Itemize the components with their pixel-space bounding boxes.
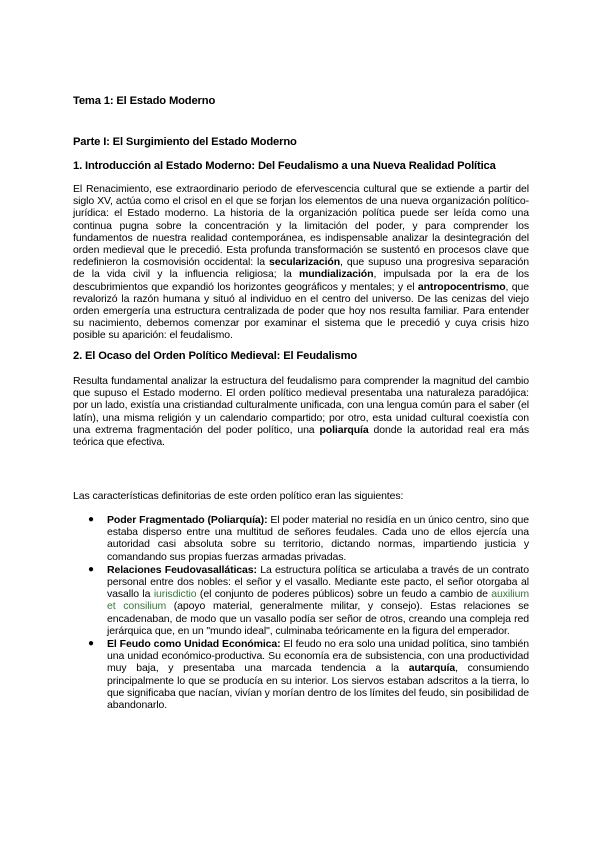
item-text: La estructura política se articulaba a través de un contrato personal entre dos nobles: el señor y el vasallo. Mediante este pacto, el señor otorgaba al vasallo la [107,563,529,601]
item-label: El Feudo como Unidad Económica: [107,638,281,651]
item-text: El poder material no residía en un único centro, sino que estaba disperso entre una multitud de señores feudales. Cada uno de ellos ejercía una autoridad casi absoluta sobre su territorio, dictando normas, impartiendo justicia y comandando sus propias fuerzas armadas privadas. [107,514,529,563]
text-run: El Renacimiento, ese extraordinario periodo de efervescencia cultural que se extiende a partir del siglo XV, actúa como el crisol en el que se forjan los elementos de una nueva organización político-jurídica: el Estado moderno. La historia de la organización política puede ser leída como una continua pugna sobre la concentración y la limitación del poder, y para comprender los fundamentos de nuestra realidad contemporánea, es indispensable analizar la desintegración del orden medieval que le precedió. Esta profunda transformación se sustentó en procesos clave que redefinieron la cosmovisión occidental: la [73,183,529,269]
item-label: Relaciones Feudovasalláticas: [107,563,257,576]
latin-term: iurisdictio [153,588,197,601]
bullet-icon: ● [88,638,94,650]
item-text: (el conjunto de poderes públicos) sobre un feudo a cambio de [196,588,492,601]
section-2-paragraph [73,375,529,448]
latin-term: auxilium et consilium [107,588,530,613]
characteristics-list [73,514,529,712]
item-text: (apoyo material, generalmente militar, y consejo). Estas relaciones se encadenaban, de modo que un vasallo podía ser señor de otros, creando una compleja red jerárquica que, en un "mundo ideal", culminaba teóricamente en la figura del emperador. [107,600,529,637]
key-term: mundialización [298,268,374,281]
item-label: Poder Fragmentado (Poliarquía): [107,514,268,526]
text-run: , que supuso una progresiva separación de la vida civil y la influencia religiosa; la [73,256,529,281]
text-run: donde la autoridad real era más teórica que efectiva. [73,423,529,449]
list-item [73,564,529,637]
text-run: Resulta fundamental analizar la estructura del feudalismo para comprender la magnitud del cambio que supuso el Estado moderno. El orden político medieval presentaba una naturaleza paradójica: por un lado, existía una cristiandad culturalmente unificada, con una lengua común para el saber (el latín), una misma religión y un calendario compartido; por otro, esta unidad cultural coexistía con una extrema fragmentación del poder político, una [73,375,529,436]
section-1-title: 1. Introducción al Estado Moderno: Del Feudalismo a una Nueva Realidad Política [73,160,496,172]
list-item [73,638,529,711]
text-run: , impulsada por la era de los descubrimientos que expandió los horizontes geográficos y mentales; y el [73,268,529,293]
key-term: autarquía [408,662,456,675]
section-1-paragraph [73,183,529,342]
list-intro: Las características definitorias de este orden político eran las siguientes: [73,490,404,502]
text-run: , que revalorizó la razón humana y situó al individuo en el centro del universo. De las cenizas del viejo orden emergería una estructura centralizada de poder que hoy nos resulta familiar. Para entender su nacimiento, debemos comenzar por examinar el sistema que le precedió y cuya crisis hizo posible su aparición: el feudalismo. [73,280,530,342]
bullet-icon: ● [88,563,94,575]
item-text: , consumiendo principalmente lo que se producía en su interior. Los siervos estaban adscritos a la tierra, lo que significaba que nacían, vivían y morían dentro de los límites del feudo, sin posibilidad de abandonarlo. [107,662,529,712]
list-item [73,514,529,563]
topic-title: Tema 1: El Estado Moderno [73,95,216,107]
section-2-title: 2. El Ocaso del Orden Político Medieval: El Feudalismo [73,350,358,362]
item-text: El feudo no era solo una unidad política, sino también una unidad económico-productiva. Su economía era de subsistencia, con una productividad muy baja, y presentaba una marcada tendencia a la [107,638,529,675]
part-title: Parte I: El Surgimiento del Estado Moderno [73,136,297,148]
key-term: antropocentrismo [417,280,506,293]
bullet-icon: ● [88,514,94,525]
key-term: poliarquía [319,423,369,436]
key-term: secularización [269,256,341,269]
